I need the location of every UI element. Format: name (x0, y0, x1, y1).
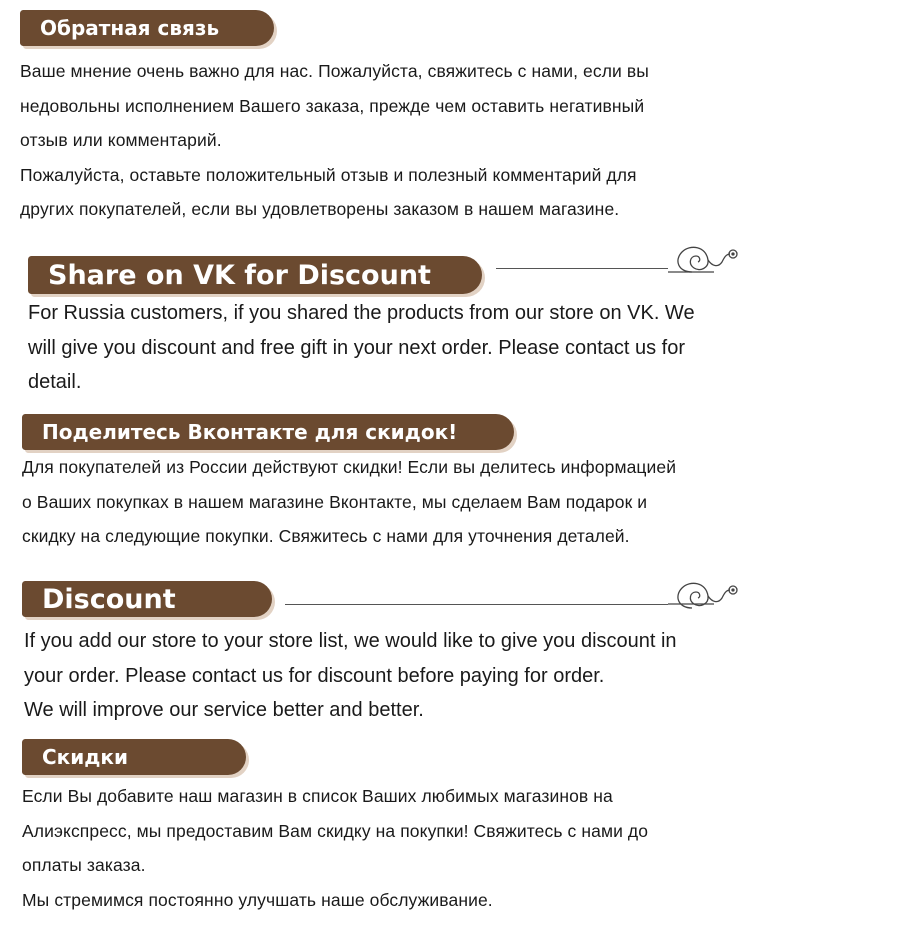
banner-discount-ru (22, 739, 246, 775)
banner-title: Обратная связь (40, 16, 220, 40)
text-line: Алиэкспресс, мы предоставим Вам скидку на покупки! Свяжитесь с нами до (22, 820, 649, 841)
paragraph-discount (24, 624, 677, 728)
text-line: Ваше мнение очень важно для нас. Пожалуйста, свяжитесь с нами, если вы (20, 61, 649, 81)
paragraph-feedback-ru (20, 54, 649, 227)
text-line: Пожалуйста, оставьте положительный отзыв и полезный комментарий для (20, 164, 637, 185)
text-line: недовольны исполнением Вашего заказа, прежде чем оставить негативный (20, 95, 645, 116)
banner-title: Discount (42, 583, 176, 615)
text-line: Если Вы добавите наш магазин в список Ваших любимых магазинов на (22, 786, 613, 806)
divider-line (496, 268, 668, 269)
text-line: отзыв или комментарий. (20, 130, 222, 150)
text-line: detail. (28, 371, 82, 393)
divider-line (285, 604, 668, 605)
text-line: о Ваших покупках в нашем магазине Вконтакте, мы сделаем Вам подарок и (22, 491, 648, 512)
paragraph-share-vk-ru (22, 450, 676, 554)
paragraph-share-vk (28, 296, 695, 400)
text-line: скидку на следующие покупки. Свяжитесь с нами для уточнения деталей. (22, 526, 630, 546)
text-line: your order. Please contact us for discount before paying for order. (24, 664, 605, 687)
text-line: For Russia customers, if you shared the products from our store on VK. We (28, 302, 695, 324)
banner-share-vk (28, 256, 482, 294)
banner-share-vk-ru (22, 414, 514, 450)
text-line: других покупателей, если вы удовлетворены заказом в нашем магазине. (20, 199, 620, 219)
text-line: оплаты заказа. (22, 855, 146, 875)
text-line: We will improve our service better and better. (24, 699, 424, 721)
paragraph-discount-ru (22, 779, 648, 917)
banner-title: Скидки (42, 745, 129, 769)
text-line: will give you discount and free gift in your next order. Please contact us for (28, 336, 686, 359)
banner-feedback-ru (20, 10, 274, 46)
banner-title: Share on VK for Discount (48, 259, 431, 291)
banner-discount (22, 581, 272, 617)
banner-title: Поделитесь Вконтакте для скидок! (42, 420, 458, 444)
spiral-snail-icon (664, 232, 740, 282)
text-line: If you add our store to your store list, we would like to give you discount in (24, 630, 677, 652)
text-line: Для покупателей из России действуют скидки! Если вы делитесь информацией (22, 457, 677, 477)
text-line: Мы стремимся постоянно улучшать наше обслуживание. (22, 889, 493, 910)
spiral-snail-icon (664, 568, 740, 618)
